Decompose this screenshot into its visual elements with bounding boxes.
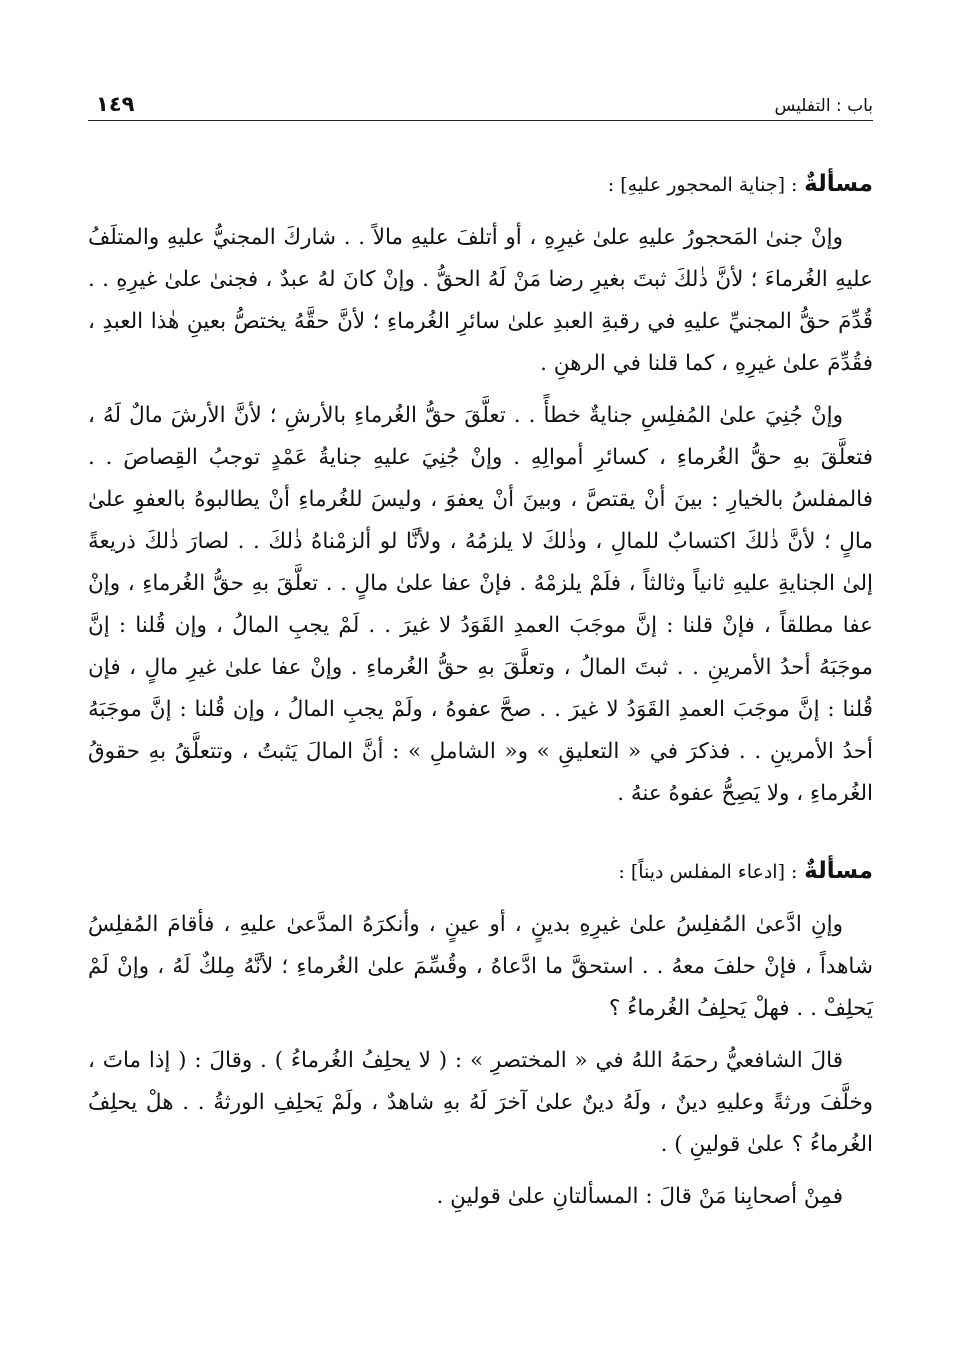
section-topic: : [جناية المحجور عليهِ] : <box>607 174 798 196</box>
chapter-title: باب : التفليس <box>774 96 873 116</box>
book-page <box>88 0 873 1368</box>
spacer <box>88 385 873 395</box>
spacer <box>88 896 873 904</box>
spacer <box>88 815 873 847</box>
paragraph: وإنْ جنىٰ المَحجورُ عليهِ علىٰ غيرِهِ ، أو أتلفَ عليهِ مالاً . . شاركَ المجنيُّ عليهِ والمتلَفُ عليهِ الغُرماءَ ؛ لأنَّ ذٰلكَ ثبتَ بغيرِ رضا مَنْ لَهُ الحقُّ . وإنْ كانَ لهُ عبدٌ ، فجنىٰ علىٰ غيرِهِ . . قُدِّمَ حقُّ المجنيِّ عليهِ في رقبةِ العبدِ علىٰ سائرِ الغُرماءِ ؛ لأنَّ حقَّهُ يختصُّ بعينِ هٰذا العبدِ ، فقُدِّمَ علىٰ غيرِهِ ، كما قلنا في الرهنِ . <box>88 225 873 376</box>
page-number: ١٤٩ <box>96 92 135 116</box>
spacer <box>88 1030 873 1040</box>
header-rule <box>88 120 873 121</box>
paragraph: فمِنْ أصحابِنا مَنْ قالَ : المسألتانِ علىٰ قولينِ . <box>436 1184 843 1209</box>
spacer <box>88 209 873 217</box>
section-label: مسألةٌ <box>804 858 873 884</box>
paragraph: قالَ الشافعيُّ رحمَهُ اللهُ في « المختصرِ » : ( لا يحلِفُ الغُرماءُ ) . وقالَ : ( إذا ماتَ ، وخلَّفَ ورثةً وعليهِ دينٌ ، ولَهُ دينٌ علىٰ آخرَ لَهُ بهِ شاهدٌ ، ولَمْ يَحلِفِ الورثةُ . . هلْ يحلِفُ الغُرماءُ ؟ علىٰ قولينِ ) . <box>88 1048 873 1157</box>
section-topic: : [ادعاء المفلس ديناً] : <box>618 861 798 883</box>
section-label: مسألةٌ <box>804 171 873 197</box>
section-heading-1 <box>88 160 873 209</box>
spacer <box>88 1166 873 1176</box>
paragraph: وإنِ ادَّعىٰ المُفلِسُ علىٰ غيرِهِ بدينٍ ، أو عينٍ ، وأنكرَهُ المدَّعىٰ عليهِ ، فأقامَ المُفلِسُ شاهداً ، فإنْ حلفَ معهُ . . استحقَّ ما ادَّعاهُ ، وقُسِّمَ علىٰ الغُرماءِ ؛ لأنَّهُ مِلكٌ لَهُ ، وإنْ لَمْ يَحلِفْ . . فهلْ يَحلِفُ الغُرماءُ ؟ <box>88 912 873 1021</box>
paragraph: وإنْ جُنِيَ علىٰ المُفلِسِ جنايةٌ خطأً . . تعلَّقَ حقُّ الغُرماءِ بالأرشِ ؛ لأنَّ الأرشَ مالٌ لَهُ ، فتعلَّقَ بهِ حقُّ الغُرماءِ ، كسائرِ أموالِهِ . وإنْ جُنِيَ عليهِ جنايةُ عَمْدٍ توجبُ القِصاصَ . . فالمفلسُ بالخيارِ : بينَ أنْ يقتصَّ ، وبينَ أنْ يعفوَ ، وليسَ للغُرماءِ أنْ يطالبوهُ بالعفوِ علىٰ مالٍ ؛ لأنَّ ذٰلكَ اكتسابٌ للمالِ ، وذٰلكَ لا يلزمُهُ ، ولأنَّا لو ألزمْناهُ ذٰلكَ . . لصارَ ذٰلكَ ذريعةً إلىٰ الجنايةِ عليهِ ثانياً وثالثاً ، فلَمْ يلزمْهُ . فإنْ عفا علىٰ مالٍ . . تعلَّقَ بهِ حقُّ الغُرماءِ ، وإنْ عفا مطلقاً ، فإنْ قلنا : إنَّ موجَبَ العمدِ القَوَدُ لا غيرَ . . لَمْ يجبِ المالُ ، وإن قُلنا : إنَّ موجَبَهُ أحدُ الأمرينِ . . ثبتَ المالُ ، وتعلَّقَ بهِ حقُّ الغُرماءِ . وإنْ عفا علىٰ غيرِ مالٍ ، فإن قُلنا : إنَّ موجَبَ العمدِ القَوَدُ لا غيرَ . . صحَّ عفوهُ ، ولَمْ يجبِ المالُ ، وإن قُلنا : إنَّ موجَبَهُ أحدُ الأمرينِ . . فذكرَ في « التعليقِ » و« الشاملِ » : أنَّ المالَ يَثبتُ ، وتتعلَّقُ بهِ حقوقُ الغُرماءِ ، ولا يَصِحُّ عفوهُ عنهُ . <box>88 403 873 806</box>
page-body <box>88 160 873 1218</box>
page-header <box>88 82 873 116</box>
section-heading-2 <box>88 847 873 896</box>
